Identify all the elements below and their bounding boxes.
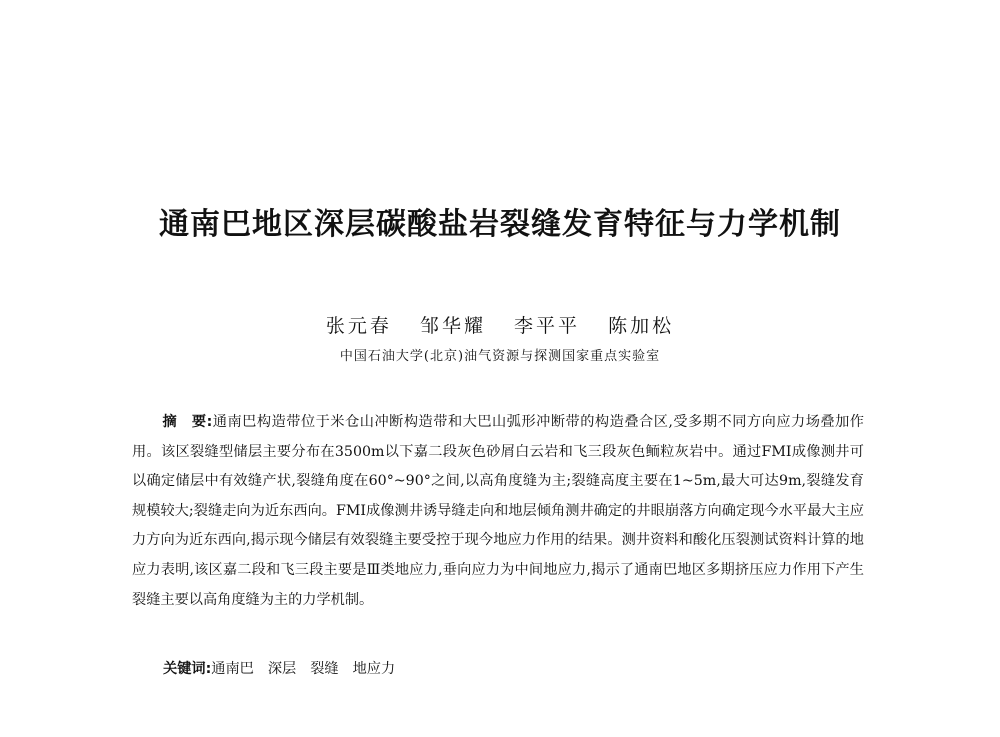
abstract-label: 摘 要: — [162, 414, 213, 430]
paper-title: 通南巴地区深层碳酸盐岩裂缝发育特征与力学机制 — [159, 207, 841, 242]
keyword: 裂缝 — [310, 661, 339, 677]
abstract — [132, 408, 864, 615]
author-name: 陈加松 — [608, 315, 675, 337]
keywords — [163, 654, 409, 684]
keyword: 深层 — [267, 661, 297, 677]
author-list — [0, 313, 1000, 339]
author-name: 李平平 — [514, 315, 581, 337]
abstract-text: 通南巴构造带位于米仓山冲断构造带和大巴山弧形冲断带的构造叠合区,受多期不同方向应力场叠加作用。该区裂缝型储层主要分布在3500m以下嘉二段灰色砂屑白云岩和飞三段灰色鲕粒灰岩中。通过FMI成像测井可以确定储层中有效缝产状,裂缝角度在60°~90°之间,以高角度缝为主;裂缝高度主要在1~5m,最大可达9m,裂缝发育规模较大;裂缝走向为近东西向。FMI成像测井诱导缝走向和地层倾角测井确定的井眼崩落方向确定现今水平最大主应力方向为近东西向,揭示现今储层有效裂缝主要受控于现今地应力作用的结果。测井资料和酸化压裂测试资料计算的地应力表明,该区嘉二段和飞三段主要是Ⅲ类地应力,垂向应力为中间地应力,揭示了通南巴地区多期挤压应力作用下产生裂缝主要以高角度缝为主的力学机制。 — [132, 414, 864, 608]
keyword: 通南巴 — [211, 661, 254, 677]
keyword: 地应力 — [352, 661, 396, 677]
keywords-label: 关键词: — [163, 661, 212, 677]
affiliation: 中国石油大学(北京)油气资源与探测国家重点实验室 — [339, 349, 661, 364]
author-name: 张元春 — [325, 315, 392, 337]
author-name: 邹华耀 — [419, 315, 486, 337]
